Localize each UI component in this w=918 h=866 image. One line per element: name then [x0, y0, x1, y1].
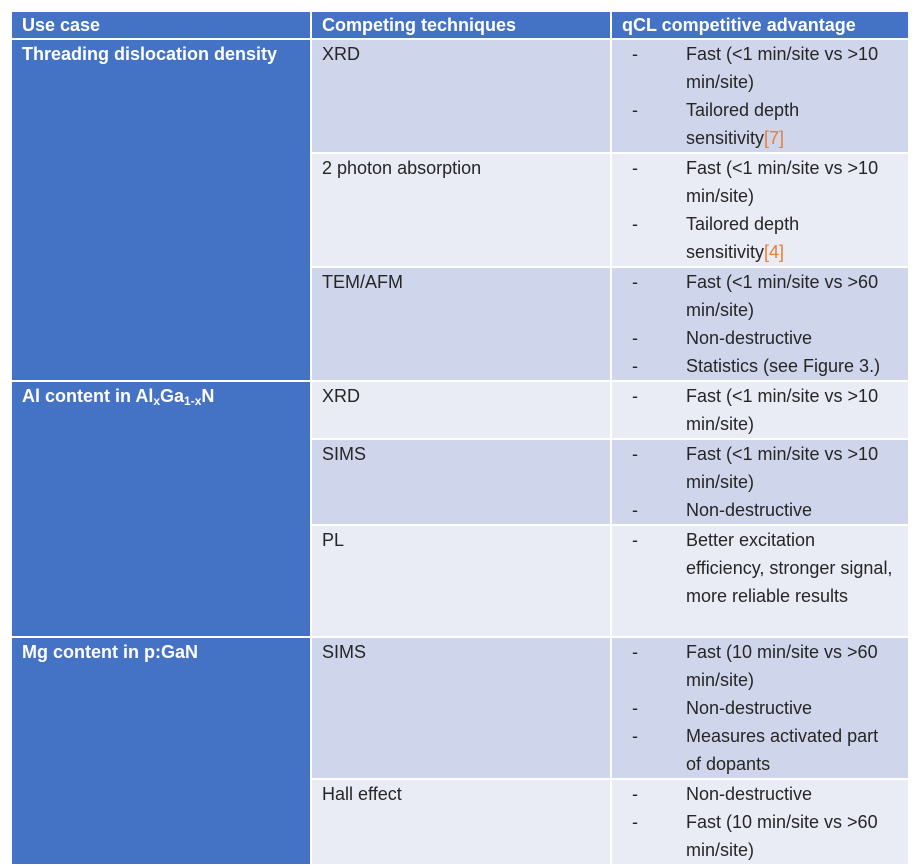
technique-cell: 2 photon absorption	[311, 153, 611, 267]
bullet-dash: -	[632, 726, 638, 746]
technique-cell: SIMS	[311, 439, 611, 525]
technique-cell: SIMS	[311, 637, 611, 779]
advantage-cell	[611, 779, 909, 865]
bullet-dash: -	[632, 44, 638, 64]
advantage-list	[622, 780, 898, 864]
reference-link[interactable]: [4]	[764, 242, 785, 262]
bullet-dash: -	[632, 386, 638, 406]
advantage-item	[622, 440, 898, 496]
table-row	[11, 381, 909, 439]
bullet-dash: -	[632, 642, 638, 662]
advantage-item	[622, 154, 898, 210]
advantage-cell	[611, 439, 909, 525]
use-case-text: Ga	[160, 386, 185, 406]
bullet-dash: -	[632, 444, 638, 464]
advantage-cell	[611, 153, 909, 267]
advantage-item	[622, 268, 898, 324]
advantage-list	[622, 638, 898, 778]
advantage-text: Tailored depth sensitivity	[686, 214, 800, 262]
advantage-item	[622, 780, 898, 808]
advantage-list	[622, 526, 898, 610]
advantage-cell	[611, 267, 909, 381]
advantage-text: Measures activated part of dopants	[686, 726, 879, 774]
advantage-item	[622, 40, 898, 96]
header-qcl-advantage: qCL competitive advantage	[611, 11, 909, 39]
advantage-item	[622, 96, 898, 152]
advantage-list	[622, 40, 898, 152]
advantage-text: Statistics (see Figure 3.)	[686, 356, 881, 376]
advantage-text: Fast (<1 min/site vs >60 min/site)	[686, 272, 879, 320]
advantage-text: Fast (<1 min/site vs >10 min/site)	[686, 444, 879, 492]
bullet-dash: -	[632, 214, 638, 234]
advantage-cell	[611, 525, 909, 637]
advantage-item	[622, 694, 898, 722]
reference-link[interactable]: [7]	[764, 128, 785, 148]
advantage-item	[622, 352, 898, 380]
bullet-dash: -	[632, 328, 638, 348]
bullet-dash: -	[632, 356, 638, 376]
advantage-cell	[611, 39, 909, 153]
use-case-cell	[11, 637, 311, 865]
bullet-dash: -	[632, 530, 638, 550]
advantage-item	[622, 638, 898, 694]
advantage-text: Fast (10 min/site vs >60 min/site)	[686, 642, 878, 690]
advantage-item	[622, 496, 898, 524]
technique-cell: TEM/AFM	[311, 267, 611, 381]
header-row	[11, 11, 909, 39]
bullet-dash: -	[632, 272, 638, 292]
bullet-dash: -	[632, 158, 638, 178]
advantage-text: Fast (<1 min/site vs >10 min/site)	[686, 158, 879, 206]
advantage-list	[622, 382, 898, 438]
advantage-item	[622, 722, 898, 778]
advantage-text: Non-destructive	[686, 328, 813, 348]
use-case-text: x	[153, 394, 161, 408]
bullet-dash: -	[632, 100, 638, 120]
advantage-text: Non-destructive	[686, 698, 813, 718]
advantage-text: Non-destructive	[686, 784, 813, 804]
use-case-text: N	[201, 386, 215, 406]
advantage-item	[622, 210, 898, 266]
advantage-list	[622, 440, 898, 524]
advantage-text: Better excitation efficiency, stronger signal, more reliable results	[686, 530, 893, 606]
use-case-text: Threading dislocation density	[22, 44, 278, 64]
advantage-cell	[611, 637, 909, 779]
advantage-list	[622, 268, 898, 380]
use-case-cell	[11, 381, 311, 637]
bullet-dash: -	[632, 812, 638, 832]
bullet-dash: -	[632, 698, 638, 718]
advantage-item	[622, 808, 898, 864]
bullet-dash: -	[632, 500, 638, 520]
use-case-text: Al content in Al	[22, 386, 154, 406]
advantage-text: Fast (<1 min/site vs >10 min/site)	[686, 44, 879, 92]
use-case-text: 1-x	[184, 394, 202, 408]
advantage-list	[622, 154, 898, 266]
use-case-text: Mg content in p:GaN	[22, 642, 198, 662]
advantage-item	[622, 526, 898, 610]
advantage-text: Fast (<1 min/site vs >10 min/site)	[686, 386, 879, 434]
bullet-dash: -	[632, 784, 638, 804]
use-case-cell	[11, 39, 311, 381]
advantage-item	[622, 324, 898, 352]
table-row	[11, 39, 909, 153]
technique-cell: PL	[311, 525, 611, 637]
technique-cell: XRD	[311, 39, 611, 153]
advantage-text: Non-destructive	[686, 500, 813, 520]
table-row	[11, 637, 909, 779]
header-use-case: Use case	[11, 11, 311, 39]
advantage-cell	[611, 381, 909, 439]
advantage-text: Tailored depth sensitivity	[686, 100, 800, 148]
technique-cell: XRD	[311, 381, 611, 439]
advantage-item	[622, 382, 898, 438]
comparison-table	[10, 10, 910, 866]
header-competing-techniques: Competing techniques	[311, 11, 611, 39]
advantage-text: Fast (10 min/site vs >60 min/site)	[686, 812, 878, 860]
technique-cell: Hall effect	[311, 779, 611, 865]
